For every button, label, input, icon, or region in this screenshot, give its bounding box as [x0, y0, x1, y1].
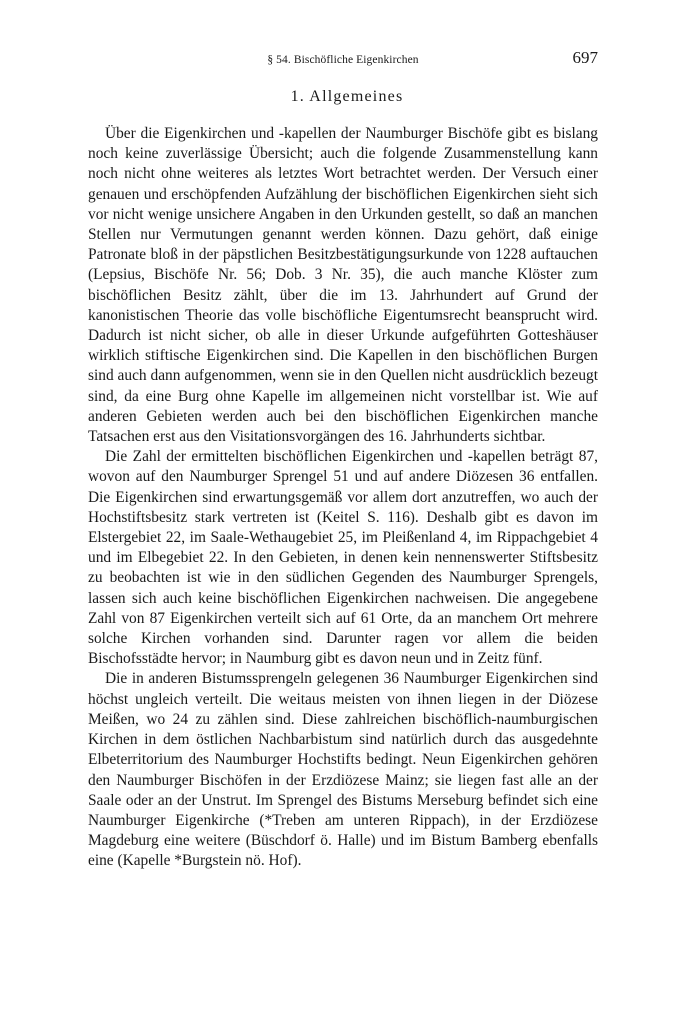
book-page	[88, 48, 598, 872]
paragraph: Die Zahl der ermittelten bischöflichen Eigenkirchen und -kapellen beträgt 87, wovon auf den Naumburger Sprengel 51 und auf andere Diözesen 36 entfallen. Die Eigenkirchen sind erwartungsgemäß vor allem dort anzutreffen, wo auch der Hochstiftsbesitz stark vertreten ist (Keitel S. 116). Deshalb gibt es davon im Elstergebiet 22, im Saale-Wethaugebiet 25, im Pleißenland 4, im Rippachgebiet 4 und im Elbegebiet 22. In den Gebieten, in denen kein nennenswerter Stiftsbesitz zu beobachten ist wie in den südlichen Gegenden des Naumburger Sprengels, lassen sich auch keine bischöflichen Eigenkirchen nachweisen. Die angegebene Zahl von 87 Eigenkirchen verteilt sich auf 61 Orte, da an manchem Ort mehrere solche Kirchen vorhanden sind. Darunter ragen vor allem die beiden Bischofsstädte hervor; in Naumburg gibt es davon neun und in Zeitz fünf.	[88, 448, 598, 668]
page-number: 697	[572, 48, 598, 67]
paragraph: Die in anderen Bistumssprengeln gelegenen 36 Naumburger Eigenkirchen sind höchst ungleich verteilt. Die weitaus meisten von ihnen liegen in der Diözese Meißen, wo 24 zu zählen sind. Diese zahlreichen bischöflich-naumburgischen Kirchen in dem östlichen Nachbarbistum sind natürlich durch das ausgedehnte Elbeterritorium des Naumburger Hochstifts bedingt. Neun Eigenkirchen gehören den Naumburger Bischöfen in der Erzdiözese Mainz; sie liegen fast alle an der Saale oder an der Unstrut. Im Sprengel des Bistums Merseburg befindet sich eine Naumburger Eigenkirche (*Treben am unteren Rippach), in der Erzdiözese Magdeburg eine weitere (Büschdorf ö. Halle) und im Bistum Bamberg ebenfalls eine (Kapelle *Burgstein nö. Hof).	[88, 670, 598, 870]
paragraph: Über die Eigenkirchen und -kapellen der Naumburger Bischöfe gibt es bislang noch keine zuverlässige Übersicht; auch die folgende Zusammenstellung kann noch nicht ohne weiteres als letztes Wort betrachtet werden. Der Versuch einer genauen und erschöpfenden Aufzählung der bischöflichen Eigenkirchen sieht sich vor nicht wenige unsichere Angaben in den Urkunden gestellt, so daß an manchen Stellen nur Vermutungen genannt werden können. Dazu gehört, daß einige Patronate bloß in der päpstlichen Besitzbestätigungsurkunde von 1228 auftauchen (Lepsius, Bischöfe Nr. 56; Dob. 3 Nr. 35), die auch manche Klöster zum bischöflichen Besitz zählt, über die im 13. Jahrhundert auf Grund der kanonistischen Theorie das volle bischöfliche Eigentumsrecht beansprucht wird. Dadurch ist nicht sicher, ob alle in dieser Urkunde aufgeführten Gotteshäuser wirklich stiftische Eigenkirchen sind. Die Kapellen in den bischöflichen Burgen sind auch dann aufgenommen, wenn sie in den Quellen nicht ausdrücklich bezeugt sind, da eine Burg ohne Kapelle im allgemeinen nicht vorstellbar ist. Wie auf anderen Gebieten werden auch bei den bischöflichen Eigenkirchen manche Tatsachen erst aus den Visitationsvorgängen des 16. Jahrhunderts sichtbar.	[88, 125, 598, 446]
body-text	[88, 124, 598, 872]
running-title: § 54. Bischöfliche Eigenkirchen	[267, 54, 419, 66]
running-header	[88, 48, 598, 74]
section-heading: 1. Allgemeines	[290, 88, 404, 105]
